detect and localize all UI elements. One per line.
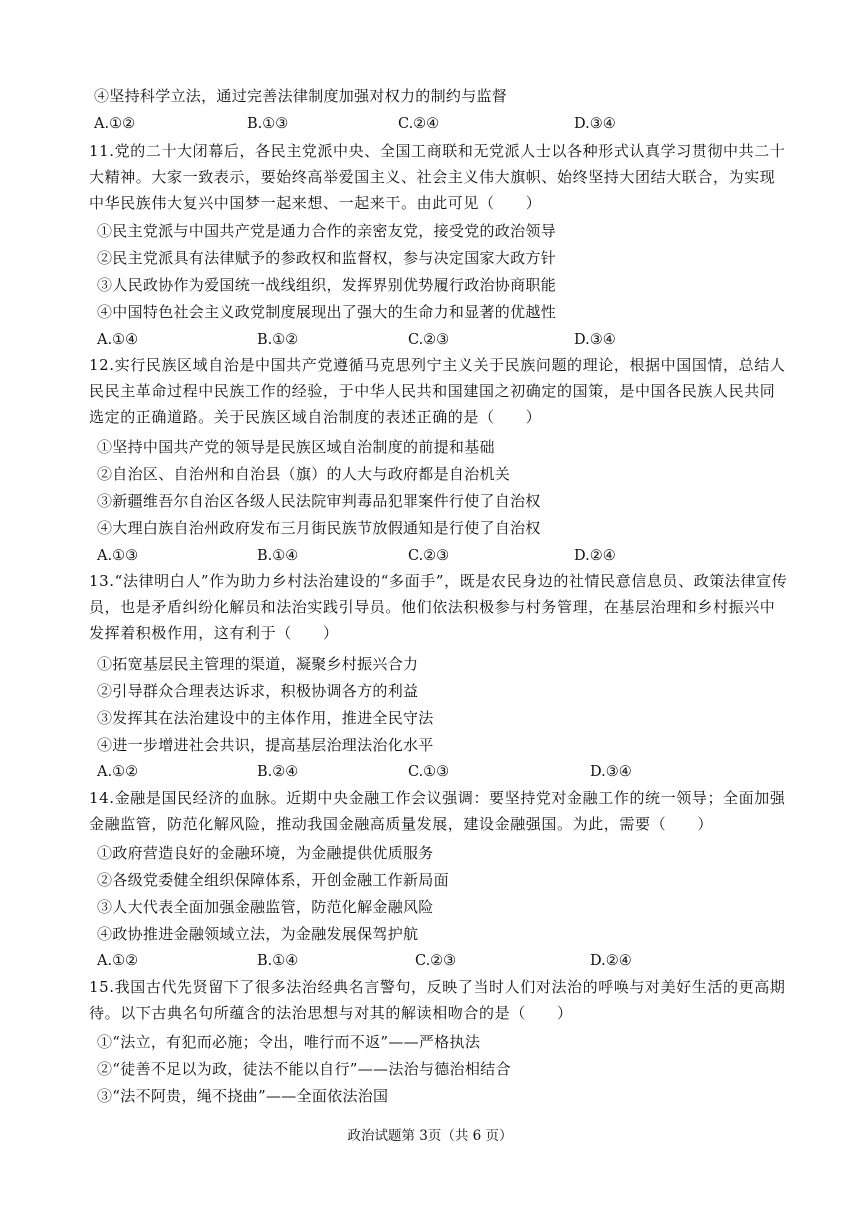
q10-choice-c: C.②④ [398,116,440,132]
q14-choice-b: B.①④ [257,953,299,969]
q10-choice-d: D.③④ [574,116,616,132]
page-footer: 政治试题第 3页（共 6 页） [347,1128,513,1144]
q15-option-3: ③“法不阿贵，绳不挠曲”——全面依法治国 [97,1087,389,1105]
q11-option-2: ②民主党派具有法律赋予的参政权和监督权，参与决定国家大政方针 [97,249,557,267]
q13-option-2: ②引导群众合理表达诉求，积极协调各方的利益 [97,682,419,700]
q11-option-3: ③人民政协作为爱国统一战线组织，发挥界别优势履行政治协商职能 [97,276,557,294]
q12-option-4: ④大理白族自治州政府发布三月街民族节放假通知是行使了自治权 [97,519,541,537]
q15-option-1: ①“法立，有犯而必施；令出，唯行而不返”——严格执法 [97,1033,481,1051]
q13-choice-c: C.①③ [408,764,450,780]
q14-option-1: ①政府营造良好的金融环境，为金融提供优质服务 [97,844,434,862]
q10-option-4: ④坚持科学立法，通过完善法律制度加强对权力的制约与监督 [94,87,508,105]
q13-stem: 13.“法律明白人”作为助力乡村法治建设的“多面手”，既是农民身边的社情民意信息员、政策法律宣传员，也是矛盾纠纷化解员和法治实践引导员。他们依法积极参与村务管理，在基层治理和乡村振兴中发挥着积极作用，这有利于（ ） [89,572,788,642]
q12-stem: 12.实行民族区域自治是中国共产党遵循马克思列宁主义关于民族问题的理论，根据中国国情，总结人民民主革命过程中民族工作的经验，于中华人民共和国建国之初确定的国策，是中国各民族人民共同选定的正确道路。关于民族区域自治制度的表述正确的是（ ） [89,356,786,426]
q12-option-3: ③新疆维吾尔自治区各级人民法院审判毒品犯罪案件行使了自治权 [97,492,541,510]
q13-option-3: ③发挥其在法治建设中的主体作用，推进全民守法 [97,709,434,727]
q14-choice-d: D.②④ [590,953,632,969]
q11-option-1: ①民主党派与中国共产党是通力合作的亲密友党，接受党的政治领导 [97,222,557,240]
q13-choice-d: D.③④ [590,764,632,780]
q14-option-3: ③人大代表全面加强金融监管，防范化解金融风险 [97,898,434,916]
q13-option-4: ④进一步增进社会共识，提高基层治理法治化水平 [97,736,434,754]
q15-stem: 15.我国古代先贤留下了很多法治经典名言警句，反映了当时人们对法治的呼唤与对美好生活的更高期待。以下古典名句所蕴含的法治思想与对其的解读相吻合的是（ ） [89,978,786,1022]
q14-choice-a: A.①② [97,953,139,969]
q14-stem: 14.金融是国民经济的血脉。近期中央金融工作会议强调：要坚持党对金融工作的统一领导；全面加强金融监管，防范化解风险，推动我国金融高质量发展，建设金融强国。为此，需要（ ） [89,789,786,833]
q15-option-2: ②“徒善不足以为政，徒法不能以自行”——法治与德治相结合 [97,1060,511,1078]
q13-option-1: ①拓宽基层民主管理的渠道，凝聚乡村振兴合力 [97,655,419,673]
q12-option-2: ②自治区、自治州和自治县（旗）的人大与政府都是自治机关 [97,465,511,483]
q11-stem: 11.党的二十大闭幕后，各民主党派中央、全国工商联和无党派人士以各种形式认真学习贯彻中共二十大精神。大家一致表示，要始终高举爱国主义、社会主义伟大旗帜、始终坚持大团结大联合，为实现中华民族伟大复兴中国梦一起来想、一起来干。由此可见（ ） [89,142,786,212]
q10-choice-a: A.①② [94,116,136,132]
q12-choice-c: C.②③ [408,548,450,564]
q12-choice-b: B.①④ [257,548,299,564]
q14-option-2: ②各级党委健全组织保障体系，开创金融工作新局面 [97,871,449,889]
q14-choice-c: C.②③ [415,953,457,969]
q12-choice-a: A.①③ [97,548,139,564]
q14-option-4: ④政协推进金融领域立法，为金融发展保驾护航 [97,925,419,943]
q13-choice-b: B.②④ [257,764,299,780]
q11-choice-b: B.①② [257,332,299,348]
q10-choice-b: B.①③ [247,116,289,132]
q11-choice-a: A.①④ [97,332,139,348]
q13-choice-a: A.①② [97,764,139,780]
q11-choice-d: D.③④ [574,332,616,348]
q12-choice-d: D.②④ [574,548,616,564]
q11-option-4: ④中国特色社会主义政党制度展现出了强大的生命力和显著的优越性 [97,303,557,321]
q11-choice-c: C.②③ [408,332,450,348]
q12-option-1: ①坚持中国共产党的领导是民族区域自治制度的前提和基础 [97,438,495,456]
